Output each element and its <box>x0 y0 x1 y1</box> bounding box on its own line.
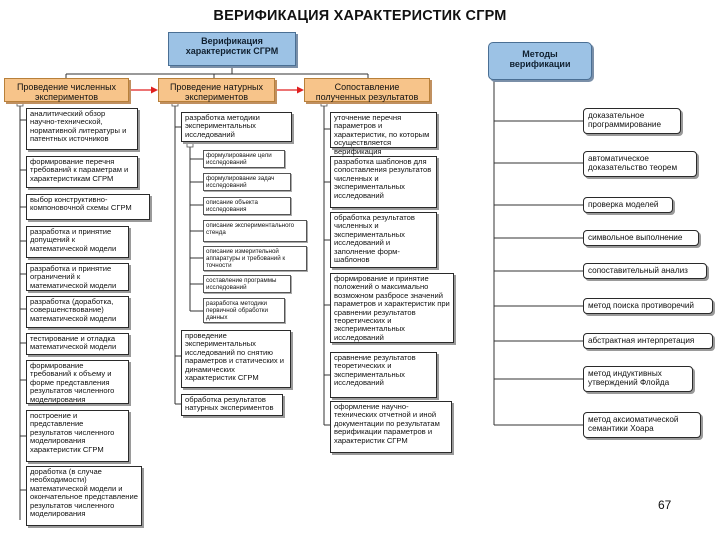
col1-item: построение и представление результатов численного моделирования характеристик СГРМ <box>26 410 129 462</box>
col3-item: оформление научно-технических отчетной и иной документации по результатам верификации параметров и характеристик СГРМ <box>330 401 452 453</box>
col3-item: уточнение перечня параметров и характеристик, по которым осуществляется верификация <box>330 112 437 148</box>
col2-sub-item: описание объекта исследования <box>203 197 291 215</box>
col1-item: выбор конструктивно-компоновочной схемы СГРМ <box>26 194 150 220</box>
col1-item: формирование требований к объему и форме представления результатов численного моделирования <box>26 360 129 404</box>
col2-item: обработка результатов натурных экспериментов <box>181 394 283 416</box>
col1-item: разработка и принятие допущений к математической модели <box>26 226 129 258</box>
col3-item: формирование и принятие положений о максимально возможном разбросе значений параметров и характеристик при сравнении результатов теоретических и экспериментальных исследований <box>330 273 454 343</box>
col2-sub-item: описание измерительной аппаратуры и требований к точности <box>203 246 307 271</box>
col2-sub-item: формулирование цели исследований <box>203 150 285 168</box>
col3-item: обработка результатов численных и экспериментальных исследований и заполнение форм-шаблонов <box>330 212 437 268</box>
col1-item: доработка (в случае необходимости) математической модели и окончательное представление результатов численного моделирования <box>26 466 142 526</box>
method-item: метод индуктивных утверждений Флойда <box>583 366 693 392</box>
col1-item: формирование перечня требований к параметрам и характеристикам СГРМ <box>26 156 138 188</box>
col3-item: сравнение результатов теоретических и экспериментальных исследований <box>330 352 437 398</box>
page-number: 67 <box>658 498 672 512</box>
page-title: ВЕРИФИКАЦИЯ ХАРАКТЕРИСТИК СГРМ <box>213 8 507 24</box>
method-item: абстрактная интерпретация <box>583 333 713 349</box>
col2-sub-item: формулирование задач исследований <box>203 173 291 191</box>
method-item: автоматическое доказательство теорем <box>583 151 697 177</box>
method-item: доказательное программирование <box>583 108 681 134</box>
col2-sub-item: разработка методики первичной обработки данных <box>203 298 285 323</box>
col2-sub-item: составление программы исследований <box>203 275 291 293</box>
method-item: метод аксиоматической семантики Хоара <box>583 412 701 438</box>
col1-item: разработка и принятие ограничений к математической модели <box>26 263 129 291</box>
col1-item: разработка (доработка, совершенствование) математической модели <box>26 296 129 328</box>
col3-item: разработка шаблонов для сопоставления результатов численных и экспериментальных исследований <box>330 156 437 208</box>
method-item: проверка моделей <box>583 197 673 213</box>
stage-natural: Проведение натурных экспериментов <box>158 78 275 102</box>
col1-item: тестирование и отладка математической модели <box>26 333 129 355</box>
method-item: символьное выполнение <box>583 230 699 246</box>
col2-sub-item: описание экспериментального стенда <box>203 220 307 242</box>
stage-comparison: Сопоставление полученных результатов <box>304 78 430 102</box>
methods-header: Методы верификации <box>488 42 592 80</box>
root-node: Верификация характеристик СГРМ <box>168 32 296 66</box>
col1-item: аналитический обзор научно-технической, нормативной литературы и патентных источников <box>26 108 138 150</box>
method-item: сопоставительный анализ <box>583 263 707 279</box>
method-item: метод поиска противоречий <box>583 298 713 314</box>
col2-methodology: разработка методики экспериментальных исследований <box>181 112 292 142</box>
col2-item: проведение экспериментальных исследований по снятию параметров и статических и динамических характеристик СГРМ <box>181 330 291 388</box>
stage-numerical: Проведение численных экспериментов <box>4 78 129 102</box>
